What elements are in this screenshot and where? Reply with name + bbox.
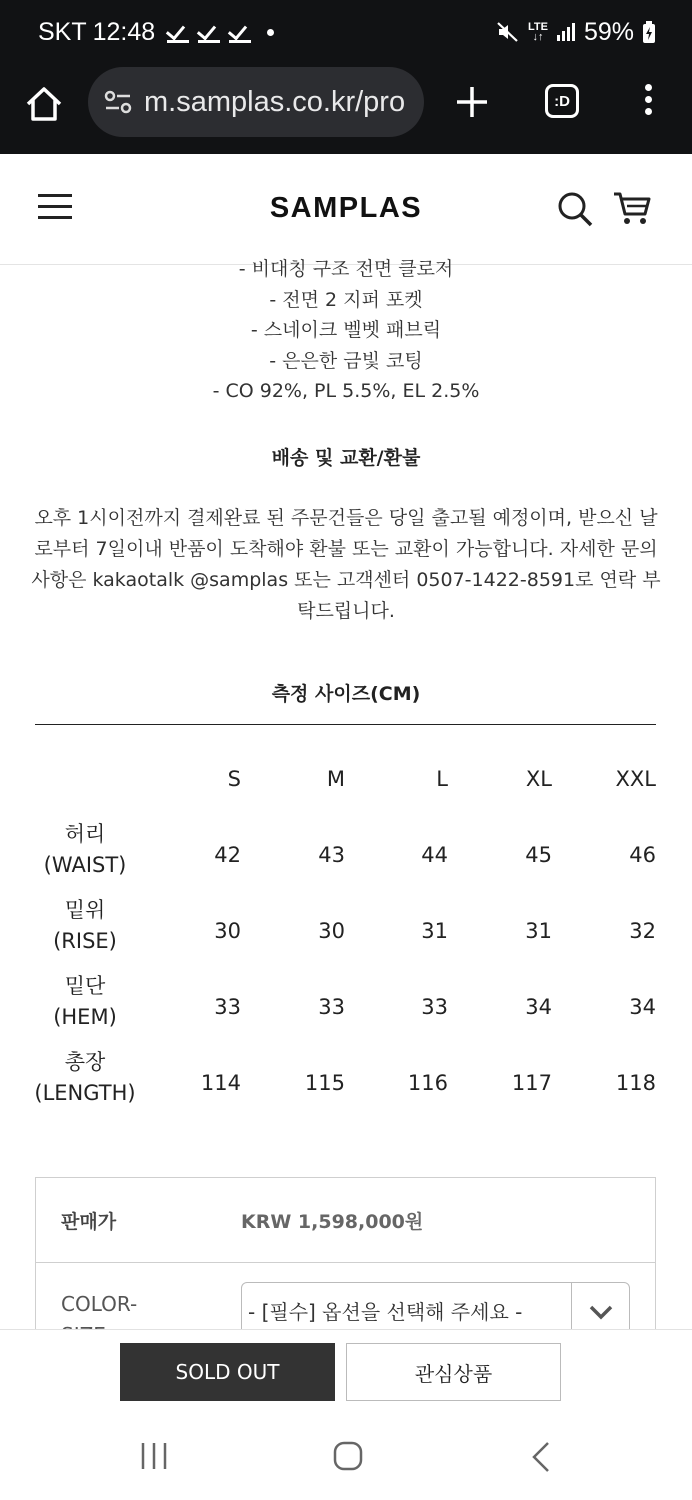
- table-cell: 34: [629, 995, 656, 1019]
- table-cell: 32: [629, 919, 656, 943]
- option-label-line: COLOR-: [61, 1292, 138, 1316]
- sold-out-button[interactable]: SOLD OUT: [120, 1343, 335, 1401]
- measure-label-ko: 총장: [64, 1050, 106, 1074]
- back-icon[interactable]: [530, 1441, 552, 1473]
- wishlist-button[interactable]: 관심상품: [346, 1343, 561, 1401]
- measure-label: [32, 819, 138, 881]
- table-cell: 33: [421, 995, 448, 1019]
- download-done-icon: [229, 21, 251, 43]
- table-cell: 43: [318, 843, 345, 867]
- measure-label: [32, 895, 138, 957]
- size-chart-table: [0, 745, 692, 1123]
- product-detail-content: [0, 258, 692, 1329]
- download-done-icon: [167, 21, 189, 43]
- home-nav-icon[interactable]: [333, 1441, 363, 1471]
- carrier-label: SKT: [38, 17, 87, 46]
- table-row: [0, 1047, 692, 1123]
- measure-label-en: (LENGTH): [34, 1081, 136, 1105]
- new-tab-icon[interactable]: [452, 82, 492, 122]
- network-type: LTE ↓↑: [527, 21, 548, 43]
- site-logo[interactable]: SAMPLAS: [269, 192, 423, 224]
- cart-icon[interactable]: [612, 190, 652, 226]
- size-header: XL: [525, 767, 552, 791]
- description-line: - 비대칭 구조 전면 클로저: [238, 258, 454, 280]
- site-header: [0, 154, 692, 265]
- table-cell: 30: [214, 919, 241, 943]
- measure-label-ko: 밑위: [64, 898, 106, 922]
- clock: 12:48: [92, 17, 156, 46]
- description-line: - CO 92%, PL 5.5%, EL 2.5%: [212, 380, 480, 402]
- measure-label-ko: 허리: [64, 822, 106, 846]
- table-cell: 114: [200, 1071, 241, 1095]
- home-icon[interactable]: [24, 84, 64, 124]
- table-cell: 34: [525, 995, 552, 1019]
- measure-label-en: (WAIST): [43, 853, 127, 877]
- site-settings-icon[interactable]: [102, 86, 134, 118]
- browser-toolbar: [0, 64, 692, 154]
- recent-apps-icon[interactable]: [140, 1441, 168, 1471]
- more-notifications-dot-icon: [267, 29, 274, 36]
- address-bar[interactable]: [88, 67, 424, 137]
- url-text[interactable]: m.samplas.co.kr/pro: [144, 85, 406, 118]
- measure-label: [32, 971, 138, 1033]
- more-options-icon[interactable]: [640, 84, 656, 120]
- table-row: [0, 819, 692, 895]
- shipping-title: 배송 및 교환/환불: [271, 447, 421, 469]
- table-cell: 33: [214, 995, 241, 1019]
- size-chart-title: 측정 사이즈(CM): [271, 683, 421, 705]
- description-line: - 스네이크 벨벳 패브릭: [250, 319, 442, 341]
- table-cell: 45: [525, 843, 552, 867]
- table-cell: 118: [615, 1071, 656, 1095]
- price-row: [36, 1178, 655, 1263]
- tab-switcher-label: :D: [554, 92, 570, 110]
- product-description: [0, 254, 692, 407]
- table-cell: 116: [407, 1071, 448, 1095]
- measure-label-en: (RISE): [53, 929, 117, 953]
- table-cell: 46: [629, 843, 656, 867]
- table-row: [0, 971, 692, 1047]
- search-icon[interactable]: [556, 190, 594, 228]
- option-select-value[interactable]: - [필수] 옵션을 선택해 주세요 -: [248, 1300, 523, 1324]
- size-header: XXL: [615, 767, 656, 791]
- size-header: L: [436, 767, 448, 791]
- table-cell: 42: [214, 843, 241, 867]
- shipping-text: 오후 1시이전까지 결제완료 된 주문건들은 당일 출고될 예정이며, 받으신 날로부터 7일이내 반품이 도착해야 환불 또는 교환이 가능합니다. 자세한 문의사항은 kakaotalk @samplas 또는 고객센터 0507-1422-8591로 연락 부탁드립니다.: [31, 507, 661, 622]
- table-row: [0, 895, 692, 971]
- download-done-icon: [198, 21, 220, 43]
- bottom-action-bar: [0, 1329, 692, 1419]
- table-cell: 44: [421, 843, 448, 867]
- notification-icons: [167, 21, 251, 43]
- battery-charging-icon: [642, 20, 656, 44]
- table-cell: 115: [304, 1071, 345, 1095]
- mute-icon: [496, 20, 520, 44]
- size-header: S: [227, 767, 241, 791]
- size-header-row: [0, 745, 692, 819]
- tab-switcher-button[interactable]: [545, 84, 579, 118]
- description-line: - 은은한 금빛 코팅: [269, 349, 423, 372]
- battery-percent: 59%: [583, 17, 634, 46]
- measure-label-en: (HEM): [53, 1005, 117, 1029]
- table-cell: 31: [525, 919, 552, 943]
- status-bar: [0, 0, 692, 64]
- price-label: 판매가: [61, 1211, 117, 1233]
- table-cell: 117: [511, 1071, 552, 1095]
- status-left: [38, 18, 274, 47]
- signal-icon: [556, 22, 576, 42]
- table-cell: 33: [318, 995, 345, 1019]
- size-header: M: [326, 767, 345, 791]
- divider: [35, 724, 656, 725]
- measure-label: [32, 1047, 138, 1109]
- price-value: KRW 1,598,000원: [241, 1211, 424, 1233]
- description-line: - 전면 2 지퍼 포켓: [269, 288, 423, 311]
- system-navigation-bar: [0, 1419, 692, 1500]
- measure-label-ko: 밑단: [64, 974, 106, 998]
- table-cell: 31: [421, 919, 448, 943]
- status-right: [496, 18, 656, 47]
- table-cell: 30: [318, 919, 345, 943]
